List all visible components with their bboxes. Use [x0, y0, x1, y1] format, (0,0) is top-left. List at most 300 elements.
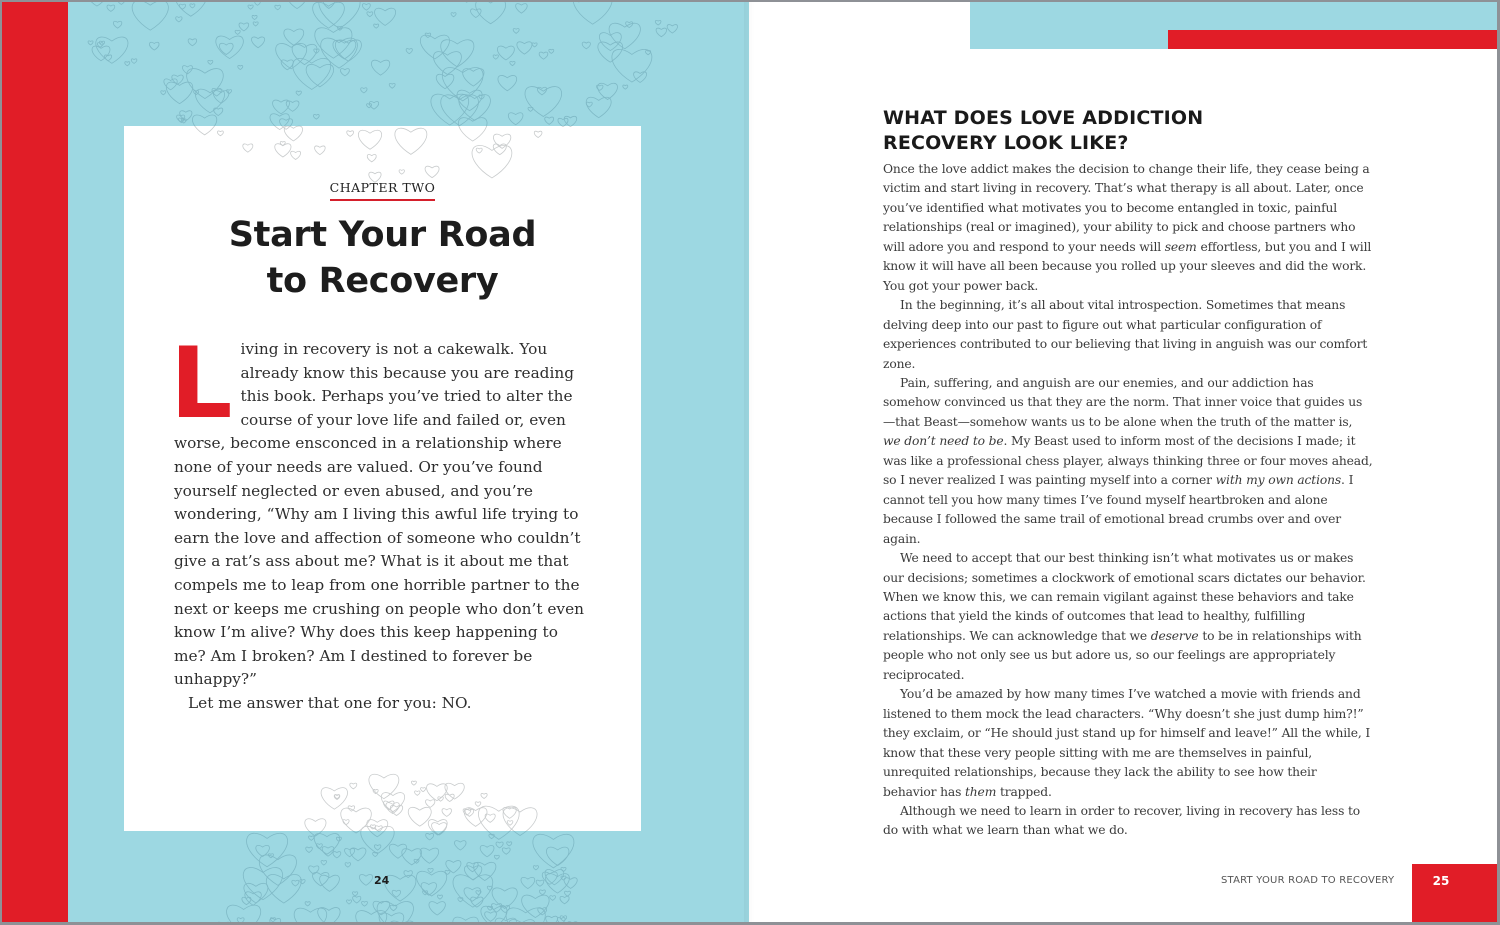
heart-icon [214, 108, 223, 116]
heart-icon [190, 4, 195, 8]
heart-icon [539, 52, 548, 59]
heart-icon [415, 791, 420, 795]
heart-icon [476, 891, 481, 895]
heart-icon [358, 130, 381, 149]
heart-icon [428, 868, 433, 872]
heart-icon [320, 875, 340, 891]
heart-icon [182, 66, 192, 74]
heart-icon [538, 908, 547, 915]
heart-icon [99, 41, 104, 45]
heart-icon [498, 75, 517, 90]
paragraph-text: . I cannot tell you how many times I’ve found myself heartbroken and alone because I followed the same trail of emotional bread crumbs over and over again. [883, 473, 1354, 546]
heart-icon [623, 85, 628, 89]
heart-icon [561, 876, 566, 880]
heart-icon [292, 880, 299, 886]
heart-icon [217, 131, 223, 136]
heart-icon [270, 918, 275, 922]
heart-icon [510, 61, 515, 65]
heart-icon [213, 91, 228, 104]
top-red-band [1168, 30, 1497, 49]
heart-icon [528, 107, 533, 111]
heart-icon [132, 2, 168, 30]
heart-icon [467, 862, 478, 871]
answer-paragraph: Let me answer that one for you: NO. [188, 693, 472, 712]
heart-icon [242, 897, 251, 904]
heart-icon [491, 904, 501, 913]
heart-icon [350, 848, 366, 861]
heart-icon [374, 845, 381, 850]
heart-icon [306, 847, 313, 852]
heart-icon [446, 861, 461, 873]
heart-icon [438, 797, 443, 801]
heart-icon [194, 91, 199, 95]
heart-icon [516, 4, 528, 13]
heart-icon [414, 859, 419, 863]
heart-icon [335, 40, 361, 61]
heart-icon [216, 36, 244, 59]
heart-icon [333, 40, 356, 59]
heart-icon [441, 40, 474, 67]
heart-icon [561, 867, 566, 871]
heart-icon [428, 820, 447, 831]
heart-icon [459, 95, 491, 121]
heart-icon [287, 2, 306, 9]
body-paragraph [883, 160, 1373, 296]
paragraph-text: to be in relationships with people who not only see us but adore us, so our feelings are appropriately reciprocated. [883, 628, 1362, 682]
heart-icon [313, 872, 329, 885]
heart-icon [564, 126, 577, 127]
heart-icon [546, 874, 570, 893]
heart-icon [333, 852, 341, 858]
heart-icon [597, 85, 603, 90]
heart-icon [367, 155, 376, 162]
heart-icon [315, 28, 352, 58]
heart-icon [533, 866, 538, 870]
heart-icon [321, 788, 347, 810]
red-margin-band [2, 2, 68, 922]
paragraph-text: effortless, but you and I will know it will have all been because you rolled up your sleeves and did the work. You got your power back. [883, 239, 1372, 293]
heart-icon [367, 104, 372, 108]
heart-icon [411, 781, 416, 785]
heart-icon [416, 871, 446, 896]
heart-icon [373, 852, 378, 856]
heart-icon [131, 59, 137, 64]
heart-icon [565, 891, 571, 896]
heart-icon [239, 23, 249, 31]
heart-icon [237, 918, 244, 922]
heart-icon [149, 42, 159, 50]
heart-icon [476, 2, 506, 24]
heart-icon [493, 55, 498, 59]
left-page [2, 2, 749, 922]
heart-icon [485, 912, 497, 922]
heart-icon [371, 60, 389, 75]
heart-icon [425, 166, 439, 177]
heart-icon [408, 807, 431, 826]
heart-icon [367, 12, 373, 17]
section-heading-line: RECOVERY LOOK LIKE? [883, 132, 1129, 154]
heart-icon [377, 901, 413, 922]
heart-icon [549, 49, 554, 53]
heart-icon [253, 22, 258, 26]
heart-icon [429, 902, 445, 915]
heart-icon [399, 170, 404, 174]
heart-icon [252, 15, 257, 19]
heart-icon [322, 847, 334, 857]
body-text [883, 160, 1373, 841]
heart-icon [586, 102, 592, 107]
heart-icon [247, 833, 288, 867]
heart-icon [406, 49, 412, 54]
section-heading-line: WHAT DOES LOVE ADDICTION [883, 107, 1204, 129]
heart-icon [316, 844, 322, 849]
running-footer: START YOUR ROAD TO RECOVERY [1221, 875, 1395, 886]
heart-icon [362, 901, 368, 906]
chapter-opener-box [124, 126, 641, 831]
chapter-title-line: Start Your Road [228, 215, 537, 255]
heart-icon [96, 37, 128, 63]
heart-icon [336, 837, 341, 841]
heart-icon [104, 55, 111, 61]
heart-icon [564, 878, 577, 889]
paragraph-text: You’d be amazed by how many times I’ve watched a movie with friends and listened to them mock the lead characters. “Why doesn’t she just dump him?!” they exclaim, or “He should just stand up for himself and leave!” All the while, I know that these very people sitting with me are themselves in painful, unrequited relationships, because they lack the ability to see how their behavior has [883, 687, 1371, 799]
heart-icon [313, 2, 345, 28]
heart-icon [558, 126, 568, 127]
heart-icon [426, 800, 435, 808]
heart-icon [175, 2, 207, 16]
heart-icon [453, 917, 479, 922]
heart-icon [421, 788, 426, 792]
heart-icon [420, 35, 449, 59]
heart-icon [293, 58, 331, 89]
heart-icon [319, 2, 360, 28]
heart-icon [557, 918, 565, 922]
heart-icon [389, 921, 414, 922]
heart-icon [392, 890, 400, 897]
heart-icon [245, 892, 261, 905]
heart-icon [389, 844, 406, 858]
heart-icon [476, 148, 482, 153]
heart-icon [479, 95, 484, 99]
heart-icon [227, 905, 261, 922]
heart-icon [436, 74, 454, 88]
heart-icon [464, 866, 481, 880]
emphasis-text: seem [1164, 239, 1197, 254]
heart-icon [235, 30, 240, 34]
heart-icon [92, 46, 110, 61]
heart-icon [367, 820, 388, 831]
heart-icon [507, 821, 513, 826]
heart-icon [359, 875, 372, 886]
chapter-title-line: to Recovery [266, 261, 499, 301]
heart-icon [586, 97, 611, 117]
heart-icon [431, 94, 469, 125]
heart-icon [318, 908, 340, 922]
heart-icon [534, 131, 542, 137]
heart-icon [87, 2, 107, 6]
heart-icon [305, 819, 326, 831]
heart-icon [161, 91, 166, 95]
heart-icon [243, 144, 253, 152]
heart-icon [655, 20, 661, 25]
heart-icon [341, 808, 372, 831]
heart-icon [294, 908, 327, 922]
heart-icon [196, 89, 225, 113]
heart-icon [503, 808, 537, 831]
heart-icon [598, 83, 618, 99]
heart-icon [276, 43, 307, 68]
heart-icon [542, 872, 557, 884]
heart-icon [300, 880, 305, 884]
heart-icon [188, 39, 197, 46]
heart-icon [281, 60, 293, 70]
heart-icon [379, 913, 404, 922]
heart-icon [180, 111, 192, 121]
heart-icon [356, 911, 387, 922]
emphasis-text: them [965, 784, 997, 799]
emphasis-text: deserve [1150, 628, 1199, 643]
heart-icon [314, 49, 319, 53]
hearts-pattern-icon [218, 767, 598, 831]
heart-icon [179, 118, 185, 123]
chapter-title [124, 212, 641, 304]
heart-icon [560, 896, 569, 903]
heart-icon [404, 871, 412, 878]
heart-icon [373, 901, 390, 915]
heart-icon [345, 863, 351, 868]
heart-icon [212, 88, 221, 96]
heart-icon [259, 855, 296, 885]
heart-icon [437, 895, 442, 899]
heart-icon [445, 783, 464, 799]
heart-icon [347, 131, 354, 137]
heart-icon [453, 875, 493, 907]
heart-icon [502, 848, 510, 854]
heart-icon [420, 848, 439, 863]
heart-icon [513, 28, 519, 33]
page-number-left: 24 [374, 874, 390, 887]
heart-icon [494, 855, 499, 859]
heart-icon [626, 22, 633, 28]
heart-icon [521, 877, 535, 888]
book-spread [2, 2, 1497, 922]
heart-icon [537, 87, 546, 95]
heart-icon [464, 888, 481, 902]
heart-icon [488, 906, 493, 910]
heart-icon [323, 2, 334, 8]
heart-icon [256, 845, 270, 856]
heart-icon [475, 802, 481, 807]
heart-icon [472, 145, 512, 178]
heart-icon [321, 860, 327, 865]
heart-icon [451, 13, 456, 17]
heart-icon [573, 2, 612, 24]
heart-icon [471, 897, 483, 907]
heart-icon [634, 72, 647, 83]
heart-icon [532, 43, 537, 47]
heart-icon [487, 886, 492, 890]
heart-icon [421, 883, 436, 896]
drop-cap: L [170, 327, 233, 441]
heart-icon [219, 43, 233, 54]
heart-icon [268, 854, 273, 858]
heart-icon [164, 79, 177, 90]
body-paragraph [883, 549, 1373, 685]
heart-icon [427, 784, 448, 801]
heart-icon [645, 50, 650, 54]
heart-icon [266, 874, 301, 903]
heart-icon [243, 868, 282, 900]
heart-icon [463, 69, 484, 86]
heart-icon [172, 75, 183, 84]
heart-icon [389, 83, 395, 88]
heart-icon [612, 49, 652, 82]
section-heading [883, 106, 1303, 156]
heart-icon [517, 42, 532, 54]
emphasis-text: with my own actions [1215, 473, 1342, 488]
heart-icon [564, 116, 577, 126]
paragraph-text: We need to accept that our best thinking isn’t what motivates us or makes our decisions; sometimes a clockwork of emotional scars dictates our behavior. When we know this, we can remain vigilant against these behaviors and take actions that yield the kinds of outcomes that lead to healthy, fulfilling relationships. We can acknowledge that we [883, 551, 1366, 643]
heart-icon [442, 809, 452, 817]
heart-icon [402, 849, 422, 865]
heart-icon [88, 41, 93, 45]
page-number-right: 25 [1432, 874, 1450, 888]
chapter-label [124, 180, 641, 201]
heart-icon [337, 26, 342, 30]
heart-icon [340, 69, 349, 76]
heart-icon [582, 42, 590, 49]
heart-icon [275, 144, 291, 157]
heart-icon [496, 842, 503, 848]
heart-icon [375, 8, 396, 25]
paragraph-text: In the beginning, it’s all about vital introspection. Sometimes that means delving deep into our past to figure out what particular configuration of experiences contributed to our believing that living in anguish was our comfort zone. [883, 298, 1368, 371]
heart-icon [314, 834, 339, 855]
heart-icon [457, 90, 482, 111]
heart-icon [545, 117, 554, 124]
heart-icon [481, 906, 507, 922]
heart-icon [227, 90, 232, 94]
heart-icon [306, 64, 333, 86]
chapter-label-text: CHAPTER TWO [330, 180, 436, 201]
heart-icon [275, 5, 281, 10]
heart-icon [315, 146, 326, 155]
heart-icon [292, 44, 317, 64]
heart-icon [495, 918, 517, 922]
heart-icon [273, 100, 290, 114]
heart-icon [599, 33, 621, 51]
heart-icon [321, 38, 358, 68]
heart-icon [374, 24, 379, 28]
heart-icon [305, 902, 310, 906]
heart-icon [480, 846, 494, 857]
heart-icon [166, 82, 192, 104]
heart-icon [433, 52, 461, 75]
heart-icon [181, 119, 186, 123]
heart-icon [390, 905, 397, 911]
heart-icon [369, 102, 378, 110]
heart-icon [506, 908, 545, 922]
heart-icon [536, 880, 544, 886]
heart-icon [251, 37, 264, 48]
heart-icon [539, 890, 545, 895]
heart-icon [497, 46, 514, 60]
intro-text [170, 327, 594, 716]
heart-icon [255, 2, 261, 5]
heart-icon [508, 113, 523, 125]
heart-icon [176, 17, 182, 22]
heart-icon [550, 896, 556, 901]
heart-icon [445, 870, 450, 874]
heart-icon [507, 842, 512, 846]
heart-icon [347, 900, 352, 904]
heart-icon [284, 126, 302, 141]
heart-icon [107, 5, 115, 11]
heart-icon [97, 43, 103, 48]
heart-icon [244, 883, 268, 903]
heart-icon [667, 25, 677, 34]
heart-icon [361, 826, 394, 831]
heart-icon [474, 862, 496, 880]
heart-icon [309, 836, 314, 840]
heart-icon [187, 69, 224, 99]
page-number-box [1412, 864, 1497, 922]
heart-icon [525, 87, 562, 117]
paragraph-text: . My Beast used to inform most of the decisions I made; it was like a professional chess player, always thinking three or four moves ahead, so I never realized I was painting myself into a corner [883, 434, 1373, 488]
heart-icon [361, 88, 367, 93]
paragraph-text: Pain, suffering, and anguish are our enemies, and our addiction has somehow convinced us that they are the norm. That inner voice that guides us—that Beast—somehow wants us to be alone when the truth of the matter is, [883, 375, 1363, 429]
heart-icon [352, 892, 357, 896]
body-paragraph [883, 374, 1373, 549]
heart-icon [481, 793, 487, 798]
heart-icon [248, 5, 253, 9]
heart-icon [177, 115, 185, 122]
heart-icon [471, 9, 482, 18]
intro-paragraph [170, 327, 594, 692]
heart-icon [441, 95, 479, 126]
body-paragraph [883, 802, 1373, 841]
heart-icon [381, 793, 404, 812]
heart-icon [179, 4, 185, 9]
heart-icon [545, 869, 564, 884]
heart-icon [395, 128, 427, 154]
heart-icon [425, 33, 431, 38]
paragraph-text: Once the love addict makes the decision to change their life, they cease being a victim and start living in recovery. That’s what therapy is all about. Later, once you’ve identified what motivates you to become entangled in toxic, painful relationships (real or imagined), your ability to pick and choose partners who will adore you and respond to your needs will [883, 162, 1370, 254]
heart-icon [296, 91, 301, 95]
right-page [749, 2, 1497, 922]
heart-icon [125, 62, 130, 66]
heart-icon [118, 2, 125, 4]
heart-icon [522, 895, 550, 917]
heart-icon [208, 60, 213, 64]
heart-icon [286, 101, 299, 111]
heart-icon [284, 29, 304, 45]
heart-icon [598, 42, 623, 62]
heart-icon [270, 918, 281, 922]
heart-icon [426, 833, 434, 840]
heart-icon [350, 783, 357, 789]
heart-icon [442, 67, 483, 100]
intro-paragraph-text: iving in recovery is not a cakewalk. You already know this because you are reading this book. Perhaps you’ve tried to alter the course of your love life and failed or, even worse, become ensconced in a relationship where none of your needs are valued. Or you’ve found yourself neglected or even abused, and you’re wondering, “Why am I living this awful life trying to earn the love and affection of someone who couldn’t give a rat’s ass about me? What is it about me that compels me to leap from one horrible partner to the next or keeps me crushing on people who don’t even know I’m alive? Why does this keep happening to me? Am I broken? Am I destined to forever be unhappy?” [174, 340, 584, 689]
heart-icon [546, 916, 558, 922]
heart-icon [192, 126, 216, 135]
heart-icon [546, 847, 568, 865]
body-paragraph [883, 296, 1373, 374]
heart-icon [238, 65, 243, 69]
heart-icon [113, 21, 121, 28]
heart-icon [313, 114, 319, 119]
heart-icon [508, 920, 535, 922]
heart-icon [458, 898, 463, 902]
